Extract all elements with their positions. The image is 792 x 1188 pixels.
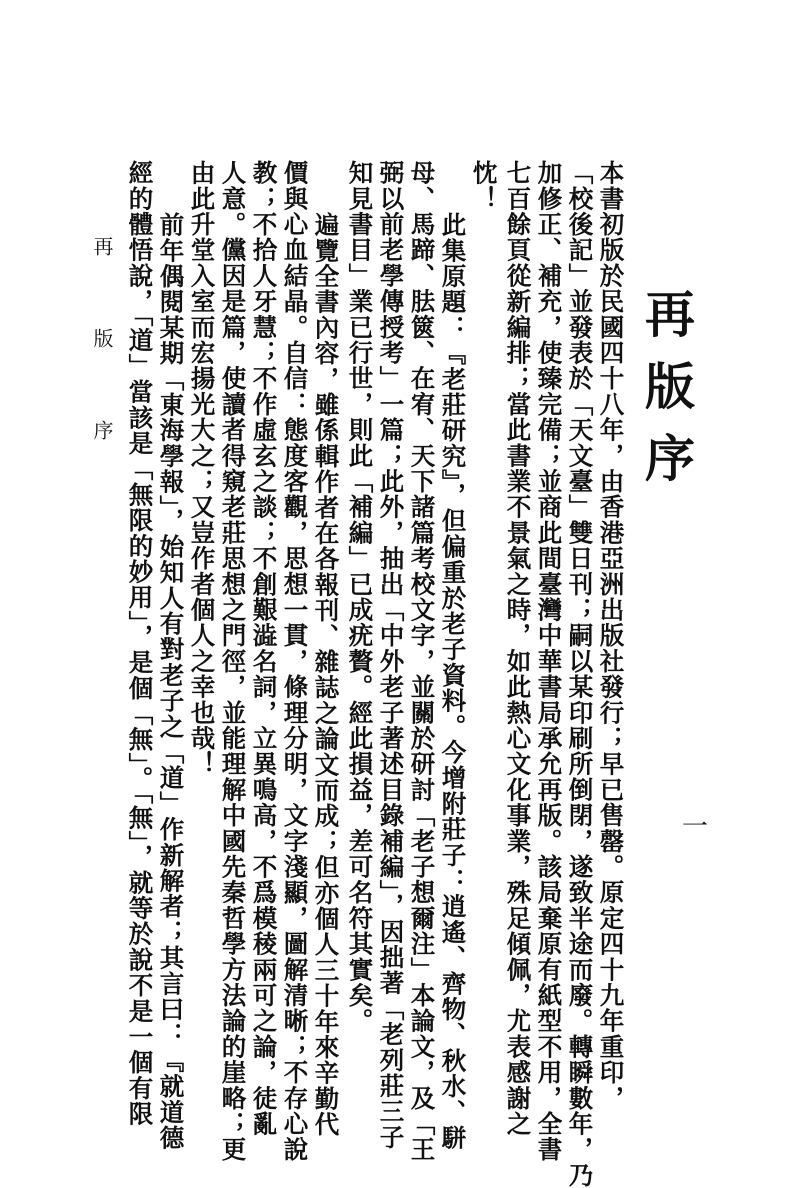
text-column-8: 弼以前老學傳授考」一篇；此外，抽出「中外老子著述目錄補編」，因拙著「老列莊三子 bbox=[376, 160, 406, 1151]
text-column-10: 遍覽全書內容，雖係輯作者在各報刊、雜誌之論文而成；但亦個人三十年來辛勤代 bbox=[311, 212, 341, 1138]
text-column-1: 本書初版於民國四十八年，由香港亞洲出版社發行；早已售罄。原定四十九年重印， bbox=[596, 160, 626, 1111]
text-column-final: 經的體悟說，「道」當該是「無限的妙用」，是個「無」。「無」，就等於說不是一個有限 bbox=[125, 160, 155, 1127]
text-column-2: 「校後記」並發表於「天文臺」雙日刊；嗣以某印刷所倒閉，遂致半途而廢。轉瞬數年，乃 bbox=[565, 160, 595, 1188]
running-head: 再 版 序 bbox=[90, 236, 114, 464]
text-column-15-real: 前年偶閱某期「東海學報」，始知人有對老子之「道」作新解者；其言曰：『就道德 bbox=[156, 212, 186, 1151]
page-number: 一 bbox=[682, 812, 709, 842]
text-column-3: 加修正、補充，使臻完備；並商此間臺灣中華書局承允再版。該局棄原有紙型不用，全書 bbox=[534, 160, 564, 1163]
text-column-13: 人意。儻因是篇，使讀者得窺老莊思想之門徑，並能理解中國先秦哲學方法論的崖略；更 bbox=[218, 160, 248, 1163]
text-column-7: 母、馬蹄、胠篋、在宥、天下諸篇考校文字，並關於研討「老子想爾注」本論文，及「王 bbox=[407, 160, 437, 1163]
text-column-11: 價與心血結晶。自信：態度客觀，思想一貫，條理分明，文字淺顯，圖解清晰；不存心說 bbox=[280, 160, 310, 1163]
text-column-9: 知見書目」業已行世，則此「補編」已成疣贅。經此損益，差可名符其實矣。 bbox=[345, 160, 375, 1034]
text-column-6: 此集原題：『老莊研究』，但偏重於老子資料。今增附莊子：逍遙、齊物、秋水、駢 bbox=[438, 212, 468, 1151]
text-column-12: 教；不拾人牙慧；不作虛玄之談；不創艱澁名詞，立異鳴高，不爲模稜兩可之論，徒亂 bbox=[249, 160, 279, 1137]
text-column-4: 七百餘頁從新編排；當此書業不景氣之時，如此熱心文化事業，殊足傾佩，尤表感謝之 bbox=[503, 160, 533, 1137]
page-title: 再版序 bbox=[637, 288, 696, 504]
text-column-14: 由此升堂入室而宏揚光大之；又豈作者個人之幸也哉！ bbox=[187, 160, 217, 777]
text-column-5: 忱！ bbox=[469, 160, 499, 212]
